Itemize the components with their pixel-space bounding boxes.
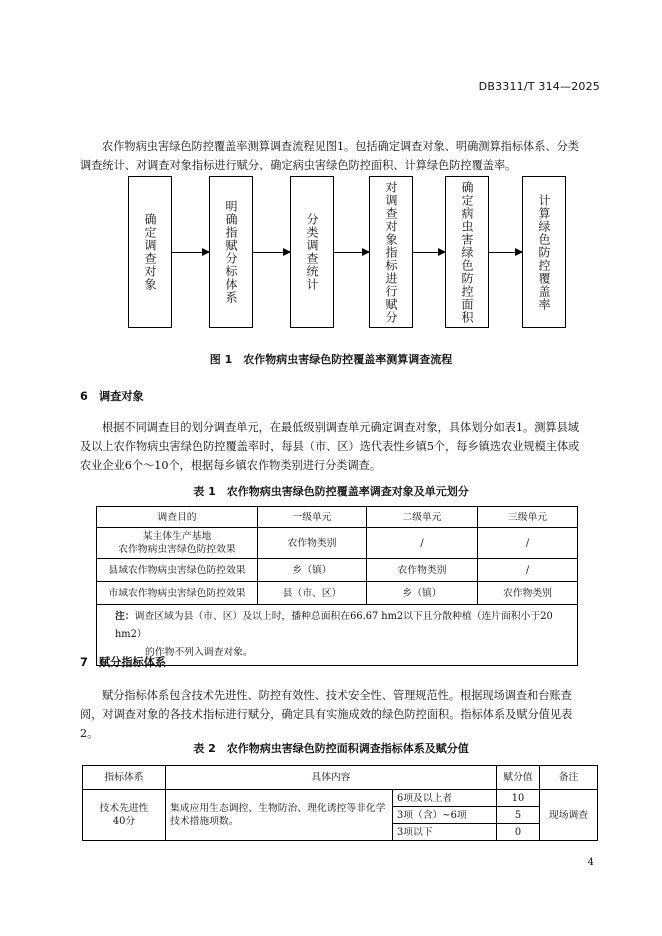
note-line	[115, 608, 569, 644]
section-6-heading: 6 调查对象	[80, 390, 144, 403]
flow-step-1	[128, 176, 172, 328]
table-cell: /	[478, 528, 578, 559]
table-row	[97, 582, 578, 605]
table-cell: /	[478, 559, 578, 582]
flow-step-5	[445, 176, 489, 328]
section-6-paragraph	[80, 418, 590, 475]
table-header-row	[97, 507, 578, 528]
table-cell: 农作物类别	[367, 559, 478, 582]
flow-arrow-icon	[413, 252, 445, 253]
section-6-text: 根据不同调查目的划分调查单元，在最低级别调查单元确定调查对象，具体划分如表1。测算县域及以上农作物病虫害绿色防控覆盖率时，每县（市、区）选代表性乡镇5个，每乡镇选农业规模主体或农业企业6个～10个，根据每乡镇农作物类别进行分类调查。	[80, 421, 580, 472]
table-cell: /	[367, 528, 478, 559]
intro-text: 农作物病虫害绿色防控覆盖率测算调查流程见图1。包括确定调查对象、明确测算指标体系、分类调查统计、对调查对象指标进行赋分、确定病虫害绿色防控面积、计算绿色防控覆盖率。	[80, 140, 579, 172]
score-cell: 10	[497, 790, 540, 807]
doc-code: DB3311/T 314—2025	[478, 80, 600, 93]
score-cell: 5	[497, 807, 540, 824]
flow-arrow-icon	[489, 252, 522, 253]
figure-1-caption: 图 1 农作物病虫害绿色防控覆盖率测算调查流程	[209, 353, 453, 366]
table-cell: 农作物类别	[258, 528, 367, 559]
table-header-cell: 备注	[540, 766, 598, 790]
note-text: 调查区域为县（市、区）及以上时，播种总面积在66.67 hm2以下且分散种植（连片面积小于20 hm2）	[115, 611, 553, 640]
flow-step-label: 确定调查对象	[143, 213, 157, 291]
table-header-cell: 赋分值	[497, 766, 540, 790]
indicator-cell	[83, 790, 166, 841]
flow-step-6	[522, 176, 566, 328]
table-2	[82, 765, 598, 841]
flow-arrow-icon	[334, 252, 369, 253]
score-cell: 0	[497, 824, 540, 841]
section-7-paragraph	[80, 686, 590, 743]
cell-line: 农作物病虫害绿色防控效果	[118, 544, 236, 555]
table-cell: 农作物类别	[478, 582, 578, 605]
flow-step-label: 计算绿色防控覆盖率	[537, 193, 551, 311]
table-header-cell: 指标体系	[83, 766, 166, 790]
table-cell: 县域农作物病虫害绿色防控效果	[97, 559, 258, 582]
page-number: 4	[587, 857, 594, 868]
table-header-cell: 三级单元	[478, 507, 578, 528]
flow-step-2	[209, 176, 253, 328]
table-1	[96, 506, 578, 666]
cell-line: 40分	[112, 816, 136, 827]
table-header-cell: 二级单元	[367, 507, 478, 528]
flow-step-label: 对调查对象指标进行赋分	[384, 180, 398, 324]
section-7-text: 赋分指标体系包含技术先进性、防控有效性、技术安全性、管理规范性。根据现场调查和台账查阅，对调查对象的各技术指标进行赋分，确定具有实施成效的绿色防控面积。指标体系及赋分值见表 2。	[80, 689, 573, 740]
table-header-cell: 一级单元	[258, 507, 367, 528]
intro-paragraph	[80, 137, 590, 175]
table-row	[83, 790, 598, 807]
table-note	[97, 605, 578, 666]
section-7-heading: 7 赋分指标体系	[80, 656, 167, 669]
table-cell: 乡（镇）	[258, 559, 367, 582]
table-header-cell: 具体内容	[166, 766, 497, 790]
remark-cell: 现场调查	[540, 790, 598, 841]
flow-step-4	[369, 176, 413, 328]
table-cell: 市域农作物病虫害绿色防控效果	[97, 582, 258, 605]
table-row	[97, 528, 578, 559]
cell-line: 某主体生产基地	[142, 531, 212, 542]
table-2-caption: 表 2 农作物病虫害绿色防控面积调查指标体系及赋分值	[193, 742, 469, 755]
table-note-row	[97, 605, 578, 666]
table-header-cell: 调查目的	[97, 507, 258, 528]
table-cell	[97, 528, 258, 559]
flow-arrow-icon	[253, 252, 290, 253]
flowchart	[128, 176, 596, 336]
flow-step-label: 确定病虫害绿色防控面积	[460, 180, 474, 324]
content-cell: 集成应用生态调控、生物防治、理化诱控等非化学技术措施项数。	[166, 790, 393, 841]
flow-arrow-icon	[172, 252, 209, 253]
cell-line: 技术先进性	[99, 803, 149, 814]
flow-step-label: 分类调查统计	[305, 213, 319, 291]
criteria-cell: 3项以下	[393, 824, 497, 841]
flow-step-label: 明确指赋分标体系	[224, 200, 238, 304]
table-cell: 乡（镇）	[367, 582, 478, 605]
criteria-cell: 6项及以上者	[393, 790, 497, 807]
table-cell: 县（市、区）	[258, 582, 367, 605]
flow-step-3	[290, 176, 334, 328]
note-label: 注：	[115, 611, 135, 622]
criteria-cell: 3项（含）~6项	[393, 807, 497, 824]
table-1-caption: 表 1 农作物病虫害绿色防控覆盖率调查对象及单元划分	[193, 485, 469, 498]
table-row	[97, 559, 578, 582]
note-line: 的作物不列入调查对象。	[145, 647, 253, 658]
table-header-row	[83, 766, 598, 790]
